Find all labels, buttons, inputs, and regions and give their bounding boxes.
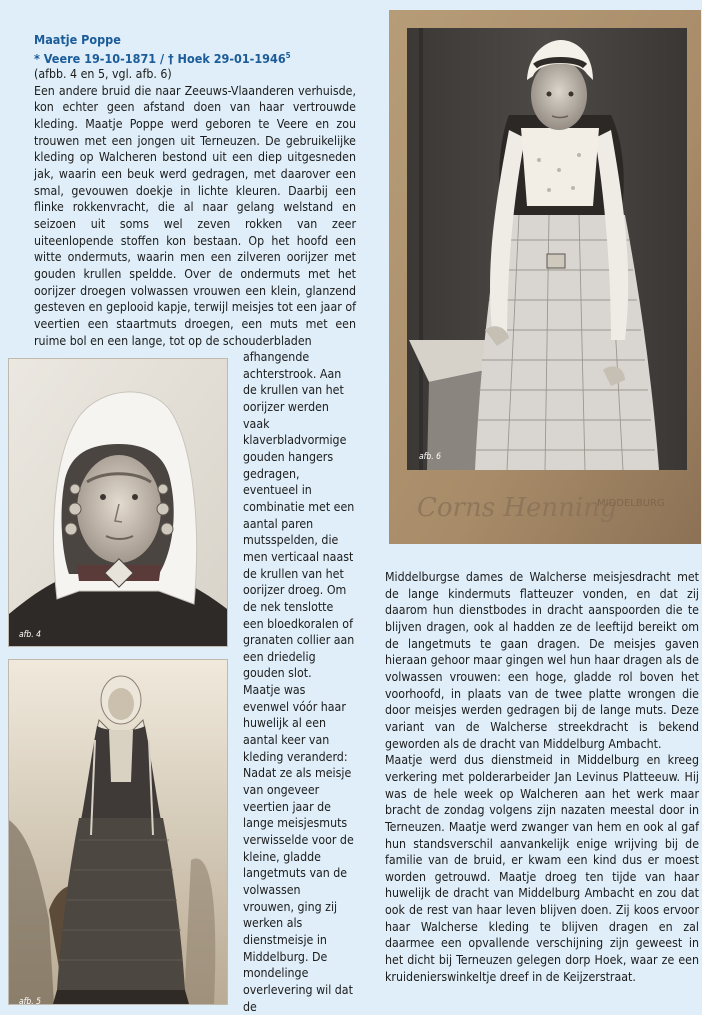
paragraph-marriage: Maatje werd dus dienstmeid in Middelburg en kreeg verkering met polderarbeider Jan Levinus Platteeuw. Hij was de hele week op Walcheren aan het werk maar bracht de zondag volgens zijn nazaten meestal door in Terneuzen. Maatje werd zwanger van hem en ook al gaf hun standsverschil aanvankelijk enige wrijving bij de familie van de bruid, er kwam een kind dus er moest worden getrouwd. Maatje droeg ten tijde van haar huwelijk de dracht van Middelburg Ambacht en zou dat ook de rest van haar leven blijven doen. Zij koos ervoor haar Walcherse kleding te blijven dragen en zal daarmee een opvallende verschijning zijn geweest in het dicht bij Terneuzen gelegen dorp Hoek, waar ze een kruidenierswinkeltje dreef in de Keijzerstraat. bbox=[385, 753, 699, 984]
paragraph-jewelry: afhangende achterstrook. Aan de krullen van het oorijzer werden vaak klaverbladvormige gouden hangers gedragen, eventueel in combinatie met een aantal paren mutsspelden, die men verticaal naast de krullen van het oorijzer droeg. Om de nek tenslotte een bloedkoralen of granaten collier aan een driedelig gouden slot. bbox=[243, 350, 355, 681]
paragraph-clothing-change: Maatje was evenwel vóór haar huwelijk al een aantal keer van kleding veranderd: Nadat ze als meisje van ongeveer veertien jaar de lange meisjesmuts verwisselde voor de kleine, gladde langetmuts van de volwassen vrouwen, ging zij werken als dienstmeisje in Middelburg. De mondelinge overlevering wil dat de bbox=[243, 683, 354, 1014]
paragraph-intro: Een andere bruid die naar Zeeuws-Vlaanderen verhuisde, kon echter geen afstand doen van haar vertrouwde kleding. Maatje Poppe werd geboren te Veere en zou trouwen met een jongen uit Terneuzen. De gebruikelijke kleding op Walcheren bestond uit een diep uitgesneden jak, waarin een beuk werd gedragen, met daarover een smal, gevouwen doekje in lichte kleuren. Daarbij een flinke rokkenvracht, die al naar gelang welstand en seizoen uit soms wel zeven rokken van zeer uiteenlopende stoffen kon bestaan. Op het hoofd een witte ondermuts, waarin men een zilveren oorijzer met gouden krullen speldde. Over de ondermuts met het oorijzer droegen volwassen vrouwen een klein, glanzend gesteven en geplooid kapje, terwijl meisjes tot een jaar of veertien een staartmuts droegen, een muts met een ruime bol en een lange, tot op de schouderbladen bbox=[34, 83, 356, 348]
figure-references: (afbb. 4 en 5, vgl. afb. 6) bbox=[34, 67, 172, 81]
portrait-woman-illustration bbox=[9, 359, 227, 646]
photo-afb-6 bbox=[389, 10, 701, 544]
subject-dates: * Veere 19-10-1871 / † Hoek 29-01-1946$^5$ bbox=[34, 51, 291, 67]
text-column-left bbox=[34, 66, 356, 349]
full-length-girl-illustration bbox=[9, 660, 227, 1004]
caption-afb-4: afb. 4 bbox=[19, 630, 41, 640]
cabinet-card-illustration bbox=[389, 10, 701, 544]
caption-afb-6: afb. 6 bbox=[419, 452, 441, 462]
subject-name: Maatje Poppe bbox=[34, 32, 121, 47]
text-column-right bbox=[385, 569, 699, 985]
photographer-signature: Corns Henning bbox=[417, 493, 617, 523]
footnote-marker: 5 bbox=[285, 51, 291, 60]
photo-afb-5 bbox=[8, 659, 228, 1005]
paragraph-middelburg-dress: Middelburgse dames de Walcherse meisjesdracht met de lange kindermuts flatteuzer vonden, en dat zij daarom hun dienstbodes in dracht aanspoorden die te blijven dragen, ook al hadden ze de leeftijd bereikt om de langetmuts te gaan dragen. De meisjes gaven hieraan gehoor maar gingen wel hun haar dragen als de volwassen vrouwen: een hoge, gladde rol boven het voorhoofd, in plaats van de twee platte wrongen die door meisjes werden gedragen bij de lange muts. Deze variant van de Walcherse streekdracht is bekend geworden als de dracht van Middelburg Ambacht. bbox=[385, 570, 699, 751]
text-column-narrow bbox=[243, 349, 355, 1015]
caption-afb-5: afb. 5 bbox=[19, 997, 41, 1005]
photographer-city: MIDDELBURG bbox=[597, 498, 665, 509]
article-heading bbox=[34, 32, 291, 67]
photo-afb-4 bbox=[8, 358, 228, 647]
